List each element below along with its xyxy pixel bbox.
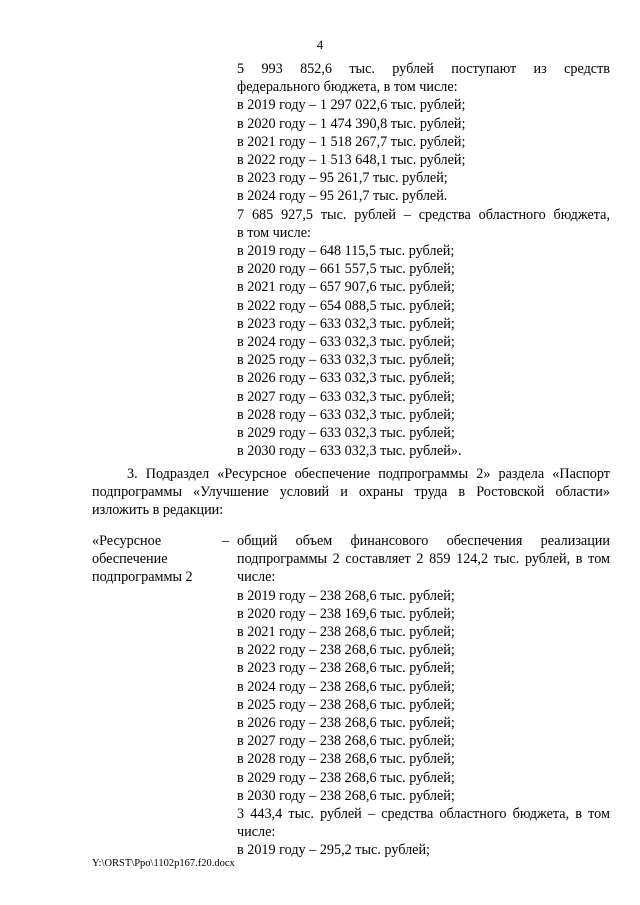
- text-line: 7 685 927,5 тыс. рублей – средства областного бюджета,: [237, 206, 610, 223]
- text-line: в 2029 году – 238 268,6 тыс. рублей;: [237, 769, 455, 786]
- text-line: 5 993 852,6 тыс. рублей поступают из средств: [237, 61, 610, 77]
- text-line: в 2028 году – 633 032,3 тыс. рублей;: [237, 406, 455, 423]
- text-line: в 2030 году – 633 032,3 тыс. рублей».: [237, 443, 462, 460]
- text-line: в 2023 году – 95 261,7 тыс. рублей;: [237, 170, 448, 187]
- text-line: числе:: [237, 569, 276, 586]
- text-line: в 2022 году – 238 268,6 тыс. рублей;: [237, 642, 455, 659]
- text-line: в 2019 году – 1 297 022,6 тыс. рублей;: [237, 97, 466, 114]
- text-line: в 2020 году – 238 169,6 тыс. рублей;: [237, 605, 455, 622]
- text-line: 3 443,4 тыс. рублей – средства областного бюджета, в том: [237, 806, 610, 822]
- file-path-footer: Y:\ORST\Ppo\1102p167.f20.docx: [92, 858, 235, 869]
- text-line: в 2023 году – 238 268,6 тыс. рублей;: [237, 660, 455, 677]
- text-line: в 2019 году – 648 115,5 тыс. рублей;: [237, 243, 455, 259]
- section-label-line: обеспечение: [92, 551, 168, 568]
- text-line: в 2027 году – 633 032,3 тыс. рублей;: [237, 388, 455, 405]
- text-line: в 2023 году – 633 032,3 тыс. рублей;: [237, 315, 455, 332]
- text-line: в 2029 году – 633 032,3 тыс. рублей;: [237, 425, 455, 441]
- section-label-line: подпрограммы 2: [92, 569, 193, 586]
- page-number: 4: [316, 37, 324, 52]
- text-line: в 2030 году – 238 268,6 тыс. рублей;: [237, 787, 455, 804]
- text-line: в 2025 году – 633 032,3 тыс. рублей;: [237, 352, 455, 369]
- text-line: в 2022 году – 654 088,5 тыс. рублей;: [237, 297, 455, 314]
- text-line: общий объем финансового обеспечения реализации: [237, 533, 610, 549]
- text-line: в 2020 году – 661 557,5 тыс. рублей;: [237, 261, 455, 278]
- text-line: в 2021 году – 1 518 267,7 тыс. рублей;: [237, 133, 466, 150]
- text-line: в 2022 году – 1 513 648,1 тыс. рублей;: [237, 152, 466, 168]
- label-dash: –: [222, 533, 230, 549]
- text-line: в том числе:: [237, 224, 311, 241]
- text-line: в 2024 году – 238 268,6 тыс. рублей;: [237, 678, 455, 695]
- text-line: в 2028 году – 238 268,6 тыс. рублей;: [237, 751, 455, 768]
- text-line: подпрограммы 2 составляет 2 859 124,2 тыс. рублей, в том: [237, 551, 610, 568]
- text-line: федерального бюджета, в том числе:: [237, 79, 458, 96]
- text-line: в 2019 году – 238 268,6 тыс. рублей;: [237, 587, 455, 604]
- text-line: подпрограммы «Улучшение условий и охраны труда в Ростовской области»: [92, 484, 610, 501]
- text-line: в 2026 году – 238 268,6 тыс. рублей;: [237, 715, 455, 731]
- text-line: числе:: [237, 824, 276, 841]
- text-line: в 2024 году – 633 032,3 тыс. рублей;: [237, 334, 455, 350]
- text-line: в 2021 году – 657 907,6 тыс. рублей;: [237, 279, 455, 296]
- text-line: в 2027 году – 238 268,6 тыс. рублей;: [237, 733, 455, 750]
- text-line: в 2020 году – 1 474 390,8 тыс. рублей;: [237, 115, 466, 132]
- section-label-line: «Ресурсное: [92, 533, 162, 549]
- text-line: в 2025 году – 238 268,6 тыс. рублей;: [237, 696, 455, 713]
- text-line: изложить в редакции:: [92, 502, 224, 519]
- text-line: в 2024 году – 95 261,7 тыс. рублей.: [237, 188, 448, 205]
- text-line: в 2019 году – 295,2 тыс. рублей;: [237, 842, 430, 859]
- text-line: 3. Подраздел «Ресурсное обеспечение подпрограммы 2» раздела «Паспорт: [127, 466, 610, 482]
- text-line: в 2026 году – 633 032,3 тыс. рублей;: [237, 370, 455, 387]
- text-line: в 2021 году – 238 268,6 тыс. рублей;: [237, 624, 455, 640]
